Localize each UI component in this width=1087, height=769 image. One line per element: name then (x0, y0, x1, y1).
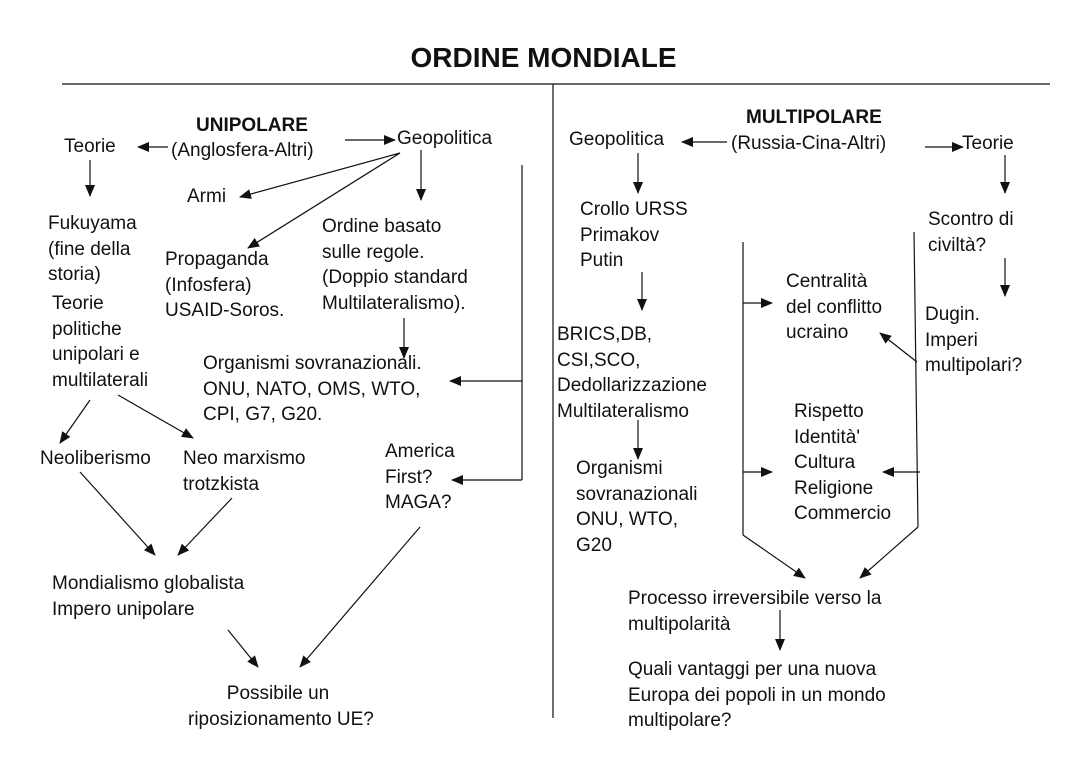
page-title: ORDINE MONDIALE (410, 42, 677, 73)
neo-marxismo: Neo marxismo trotzkista (183, 448, 306, 495)
america-first: America First? MAGA? (385, 441, 455, 513)
ordine-basato: Ordine basato sulle regole. (Doppio standard Multilateralismo). (322, 216, 468, 314)
arrow (178, 498, 232, 555)
fukuyama: Fukuyama (fine della storia) (48, 213, 137, 285)
left-organismi: Organismi sovranazionali. ONU, NATO, OMS, WTO, CPI, G7, G20. (203, 353, 422, 425)
crollo-urss: Crollo URSS Primakov Putin (580, 199, 688, 271)
left-geopolitica: Geopolitica (397, 128, 493, 149)
arrow (228, 630, 258, 667)
mondialismo: Mondialismo globalista Impero unipolare (52, 573, 245, 620)
centralita-conflitto: Centralità del conflitto ucraino (786, 271, 883, 343)
rispetto: Rispetto Identità' Cultura Religione Commercio (794, 401, 892, 524)
left-teorie: Teorie (64, 136, 116, 157)
arrow (860, 527, 918, 578)
multipolare-subheading: (Russia-Cina-Altri) (731, 133, 887, 154)
processo-irreversibile: Processo irreversibile verso la multipolarità (628, 588, 882, 635)
arrow (880, 333, 917, 362)
arrow (80, 472, 155, 555)
scontro-civilta: Scontro di civiltà? (928, 209, 1014, 256)
neoliberismo: Neoliberismo (40, 448, 151, 469)
teorie-politiche: Teorie politiche unipolari e multilaterali (52, 293, 149, 391)
right-geopolitica: Geopolitica (569, 129, 665, 150)
quali-vantaggi: Quali vantaggi per una nuova Europa dei popoli in un mondo multipolare? (628, 659, 886, 731)
connector (914, 232, 918, 527)
arrow (743, 535, 805, 578)
arrow (300, 527, 420, 667)
possibile-riposizionamento: Possibile un riposizionamento UE? (188, 683, 374, 730)
right-organismi: Organismi sovranazionali ONU, WTO, G20 (576, 458, 698, 556)
unipolare-heading: UNIPOLARE (196, 115, 308, 136)
armi: Armi (187, 186, 227, 207)
dugin: Dugin. Imperi multipolari? (925, 304, 1023, 376)
propaganda: Propaganda (Infosfera) USAID-Soros. (165, 249, 285, 321)
unipolare-subheading: (Anglosfera-Altri) (171, 140, 314, 161)
arrow (60, 400, 90, 443)
brics: BRICS,DB, CSI,SCO, Dedollarizzazione Multilateralismo (557, 324, 707, 422)
multipolare-heading: MULTIPOLARE (746, 107, 882, 128)
arrow (118, 395, 193, 438)
right-teorie: Teorie (962, 133, 1014, 154)
